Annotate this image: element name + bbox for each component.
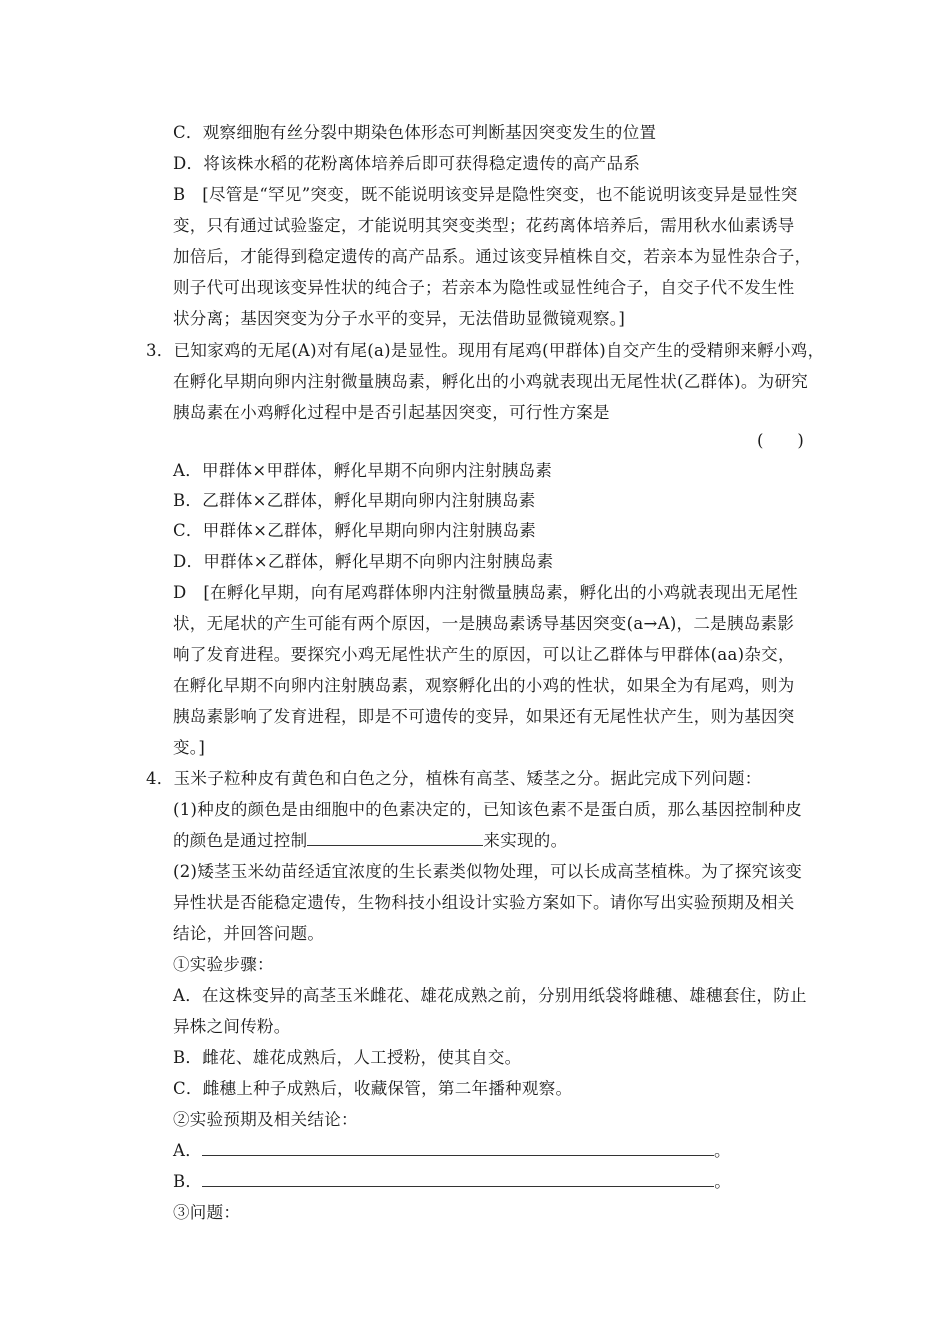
q4-prediction-b xyxy=(173,1171,731,1193)
q4-stem: 4．玉米子粒种皮有黄色和白色之分，植株有高茎、矮茎之分。据此完成下列问题： xyxy=(146,769,762,788)
q3-option-a: A．甲群体×甲群体，孵化早期不向卵内注射胰岛素 xyxy=(173,461,553,480)
prev-option-d: D．将该株水稻的花粉离体培养后即可获得稳定遗传的高产品系 xyxy=(173,154,641,173)
q3-option-d: D．甲群体×乙群体，孵化早期不向卵内注射胰岛素 xyxy=(173,552,554,571)
q4-part2-line-1: (2)矮茎玉米幼苗经适宜浓度的生长素类似物处理，可以长成高茎植株。为了探究该变 xyxy=(173,862,803,881)
q4-prediction-a-end: 。 xyxy=(714,1141,731,1160)
q4-questions-title: ③问题： xyxy=(173,1203,241,1222)
q4-part1-answer-blank[interactable] xyxy=(307,831,483,846)
q4-step-b: B．雌花、雄花成熟后，人工授粉，使其自交。 xyxy=(173,1048,522,1067)
q4-step-c: C．雌穗上种子成熟后，收藏保管，第二年播种观察。 xyxy=(173,1079,573,1098)
q4-prediction-a xyxy=(173,1140,731,1162)
q4-step-a-line-2: 异株之间传粉。 xyxy=(173,1017,291,1036)
q3-stem-line-3: 胰岛素在小鸡孵化过程中是否引起基因突变，可行性方案是 xyxy=(173,403,610,422)
prev-answer-line-1: B [尽管是“罕见”突变，既不能说明该变异是隐性突变，也不能说明该变异是显性突 xyxy=(173,185,798,204)
q4-prediction-b-end: 。 xyxy=(714,1172,732,1191)
q4-part1-before-blank: 的颜色是通过控制 xyxy=(173,831,308,850)
prev-answer-line-2: 变，只有通过试验鉴定，才能说明其突变类型；花药离体培养后，需用秋水仙素诱导 xyxy=(173,216,795,235)
q4-prediction-a-blank[interactable] xyxy=(202,1141,714,1156)
q4-part1-line-1: (1)种皮的颜色是由细胞中的色素决定的，已知该色素不是蛋白质，那么基因控制种皮 xyxy=(173,800,803,819)
q3-answer-line-6: 变。] xyxy=(173,738,206,757)
q3-answer-line-1: D [在孵化早期，向有尾鸡群体卵内注射微量胰岛素，孵化出的小鸡就表现出无尾性 xyxy=(173,583,799,602)
q4-part1-line-2 xyxy=(173,830,567,852)
q4-step-a-line-1: A．在这株变异的高茎玉米雌花、雄花成熟之前，分别用纸袋将雌穗、雄穗套住，防止 xyxy=(173,986,807,1005)
prev-answer-line-5: 状分离；基因突变为分子水平的变异，无法借助显微镜观察。] xyxy=(173,309,626,328)
prev-option-c: C．观察细胞有丝分裂中期染色体形态可判断基因突变发生的位置 xyxy=(173,123,657,142)
q3-stem-line-2: 在孵化早期向卵内注射微量胰岛素，孵化出的小鸡就表现出无尾性状(乙群体)。为研究 xyxy=(173,372,809,391)
q4-part1-after-blank: 来实现的。 xyxy=(483,831,568,850)
q4-steps-title: ①实验步骤： xyxy=(173,955,274,974)
q3-answer-line-4: 在孵化早期不向卵内注射胰岛素，观察孵化出的小鸡的性状，如果全为有尾鸡，则为 xyxy=(173,676,795,695)
q4-part2-line-2: 异性状是否能稳定遗传，生物科技小组设计实验方案如下。请你写出实验预期及相关 xyxy=(173,893,795,912)
q3-stem-line-1: 3．已知家鸡的无尾(A)对有尾(a)是显性。现用有尾鸡(甲群体)自交产生的受精卵来孵小鸡， xyxy=(146,341,825,360)
prev-answer-line-3: 加倍后，才能得到稳定遗传的高产品系。通过该变异植株自交，若亲本为显性杂合子， xyxy=(173,247,812,266)
q4-part2-line-3: 结论，并回答问题。 xyxy=(173,924,325,943)
q4-prediction-a-label: A． xyxy=(173,1141,203,1160)
q3-option-c: C．甲群体×乙群体，孵化早期向卵内注射胰岛素 xyxy=(173,521,537,540)
q4-prediction-title: ②实验预期及相关结论： xyxy=(173,1110,358,1129)
q3-answer-line-3: 响了发育进程。要探究小鸡无尾性状产生的原因，可以让乙群体与甲群体(aa)杂交， xyxy=(173,645,795,664)
q4-prediction-b-label: B． xyxy=(173,1172,203,1191)
q3-answer-bracket: ( ) xyxy=(757,431,805,450)
q3-answer-line-2: 状，无尾状的产生可能有两个原因，一是胰岛素诱导基因突变(a→A)，二是胰岛素影 xyxy=(173,614,795,633)
prev-answer-line-4: 则子代可出现该变异性状的纯合子；若亲本为隐性或显性纯合子，自交子代不发生性 xyxy=(173,278,795,297)
q4-prediction-b-blank[interactable] xyxy=(202,1172,714,1187)
q3-option-b: B．乙群体×乙群体，孵化早期向卵内注射胰岛素 xyxy=(173,491,536,510)
q3-answer-line-5: 胰岛素影响了发育进程，即是不可遗传的变异，如果还有无尾性状产生，则为基因突 xyxy=(173,707,795,726)
